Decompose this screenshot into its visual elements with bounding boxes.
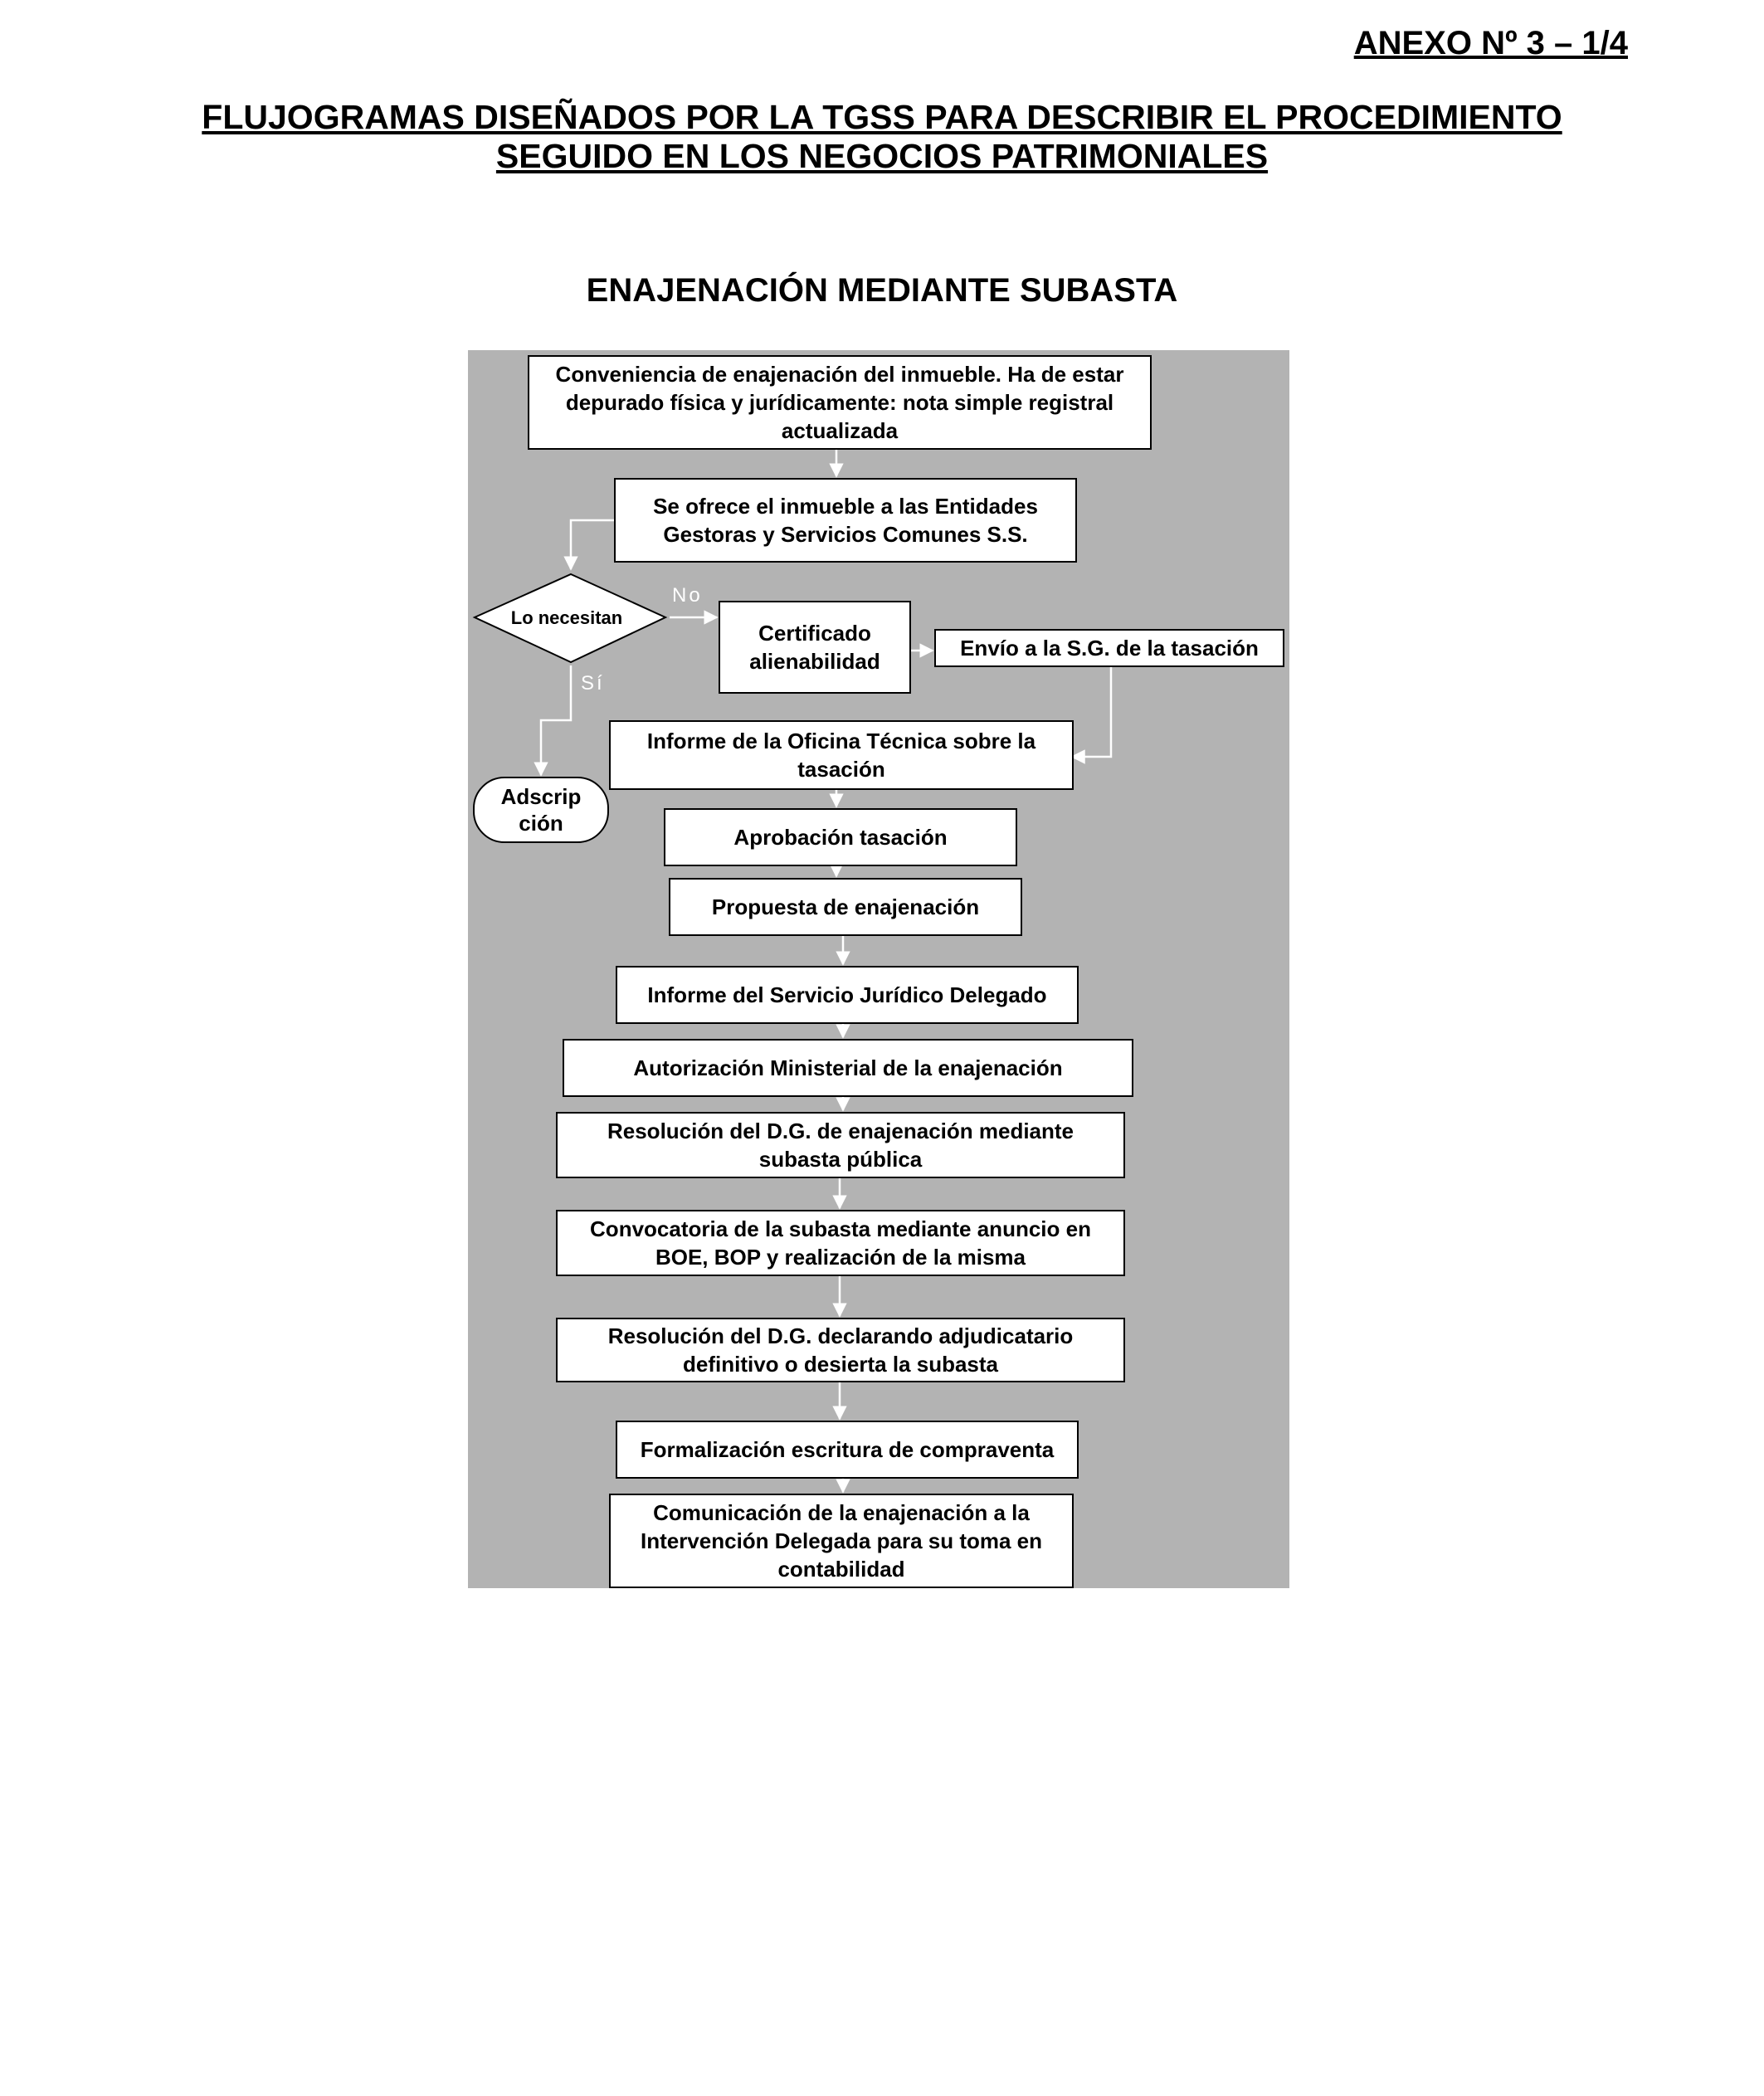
decision-label: Lo necesitan: [510, 607, 623, 628]
step-convocatoria: Convocatoria de la subasta mediante anuncio en BOE, BOP y realización de la misma: [556, 1210, 1125, 1276]
step-aprobacion: Aprobación tasación: [664, 808, 1017, 866]
step-adscripcion: [473, 777, 609, 843]
flowchart: [468, 350, 1289, 1588]
step-formalizacion: Formalización escritura de compraventa: [616, 1421, 1079, 1479]
document-title-line-1: FLUJOGRAMAS DISEÑADOS POR LA TGSS PARA DESCRIBIR EL PROCEDIMIENTO: [202, 98, 1562, 136]
step-informe-oficina: Informe de la Oficina Técnica sobre la tasación: [609, 720, 1074, 790]
step-certificado: Certificado alienabilidad: [719, 601, 911, 694]
step-comunicacion: Comunicación de la enajenación a la Intervención Delegada para su toma en contabilidad: [609, 1494, 1074, 1588]
step-autorizacion: Autorización Ministerial de la enajenación: [563, 1039, 1133, 1097]
section-title: ENAJENACIÓN MEDIANTE SUBASTA: [586, 272, 1178, 309]
adscripcion-line-2: ción: [519, 811, 563, 836]
adscripcion-line-1: Adscrip: [500, 784, 582, 809]
step-resolucion-subasta: Resolución del D.G. de enajenación mediante subasta pública: [556, 1112, 1125, 1178]
step-envio: Envío a la S.G. de la tasación: [934, 629, 1284, 667]
step-resolucion-adjudicatario: Resolución del D.G. declarando adjudicatario definitivo o desierta la subasta: [556, 1318, 1125, 1382]
step-propuesta: Propuesta de enajenación: [669, 878, 1022, 936]
edge-label-no: No: [672, 584, 703, 607]
document-title: [0, 98, 1764, 176]
edge-label-si: Sí: [581, 672, 605, 695]
document-title-line-2: SEGUIDO EN LOS NEGOCIOS PATRIMONIALES: [495, 137, 1269, 175]
step-conveniencia: Conveniencia de enajenación del inmueble. Ha de estar depurado física y jurídicamente: nota simple registral actualizada: [528, 355, 1152, 450]
step-informe-juridico: Informe del Servicio Jurídico Delegado: [616, 966, 1079, 1024]
annex-number: ANEXO Nº 3 – 1/4: [1353, 25, 1628, 61]
step-ofrece: Se ofrece el inmueble a las Entidades Gestoras y Servicios Comunes S.S.: [614, 478, 1077, 563]
